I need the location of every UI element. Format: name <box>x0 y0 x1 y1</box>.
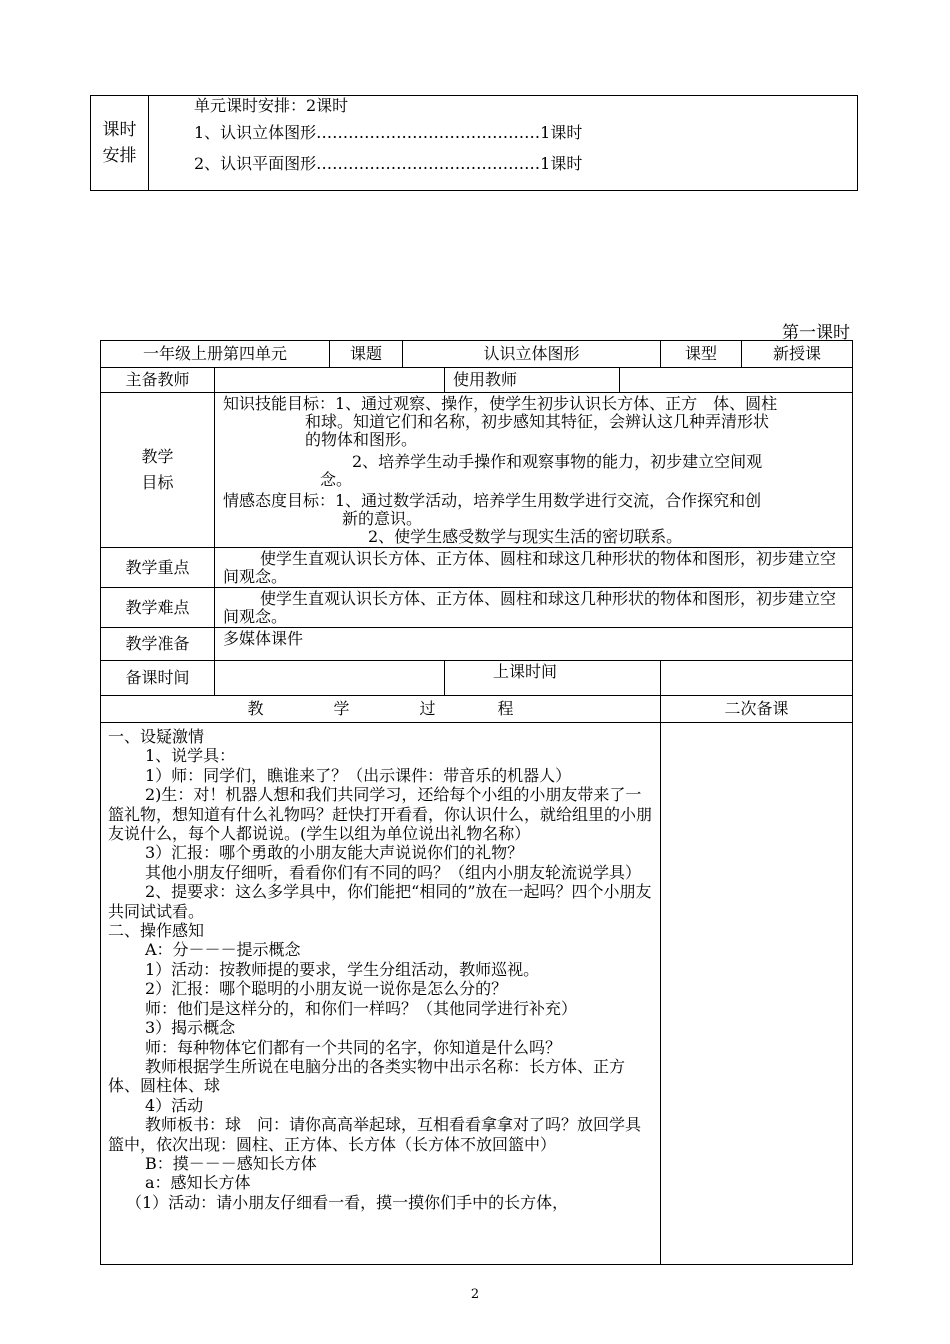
lead-teacher-value <box>215 368 445 393</box>
schedule-label-line1: 课时 <box>102 120 137 140</box>
process-line: 2）汇报：哪个聪明的小朋友说一说你是怎么分的？ <box>145 979 508 999</box>
difficulty-label: 教学难点 <box>101 588 215 628</box>
schedule-line-2: 1、认识立体图形……………………………………1课时 <box>194 123 583 142</box>
knowledge-line-4: 2、培养学生动手操作和观察事物的能力，初步建立空间观 <box>352 452 763 471</box>
schedule-label-line2: 安排 <box>102 146 137 166</box>
key-point-label: 教学重点 <box>101 548 215 588</box>
process-line: 其他小朋友仔细听，看看你们有不同的吗？（组内小朋友轮流说学具） <box>145 862 642 882</box>
key-point-text: 使学生直观认识长方体、正方体、圆柱和球这几种形状的物体和图形，初步建立空间观念。 <box>223 549 837 586</box>
process-line: 2、提要求：这么多学具中，你们能把“相同的”放在一起吗？四个小朋友共同试试看。 <box>108 882 652 921</box>
emotion-line-2: 新的意识。 <box>342 509 423 528</box>
knowledge-line-2: 和球。知道它们和名称，初步感知其特征，会辨认这几种弄清形状 <box>305 412 770 431</box>
schedule-label <box>91 96 149 191</box>
secondary-prep-content <box>661 723 853 1265</box>
process-line: 教师板书：球 问：请你高高举起球，互相看看拿拿对了吗？放回学具篮中，依次出现：圆柱、正方体、长方体（长方体不放回篮中） <box>108 1115 642 1154</box>
schedule-content <box>149 96 858 191</box>
process-line: 3）揭示概念 <box>145 1018 236 1038</box>
process-header <box>101 696 661 723</box>
process-header-char-3: 过 <box>419 699 436 718</box>
lesson-plan-table <box>100 340 853 1265</box>
preparation-value: 多媒体课件 <box>215 628 853 661</box>
knowledge-line-1: 知识技能目标：1、通过观察、操作，使学生初步认识长方体、正方 体、圆柱 <box>223 394 778 413</box>
objectives-label-line2: 目标 <box>141 473 174 492</box>
type-label: 课型 <box>661 341 742 368</box>
process-line: 1）师：同学们，瞧谁来了？（出示课件：带音乐的机器人） <box>145 765 572 785</box>
process-header-char-2: 学 <box>333 699 350 718</box>
emotion-line-1: 情感态度目标：1、通过数学活动，培养学生用数学进行交流，合作探究和创 <box>223 491 762 510</box>
class-time-label: 上课时间 <box>445 661 661 696</box>
knowledge-line-5: 念。 <box>320 470 353 489</box>
schedule-line-3: 2、认识平面图形……………………………………1课时 <box>194 154 583 173</box>
process-line: 一、设疑激情 <box>108 727 205 746</box>
objectives-label-line1: 教学 <box>141 447 174 466</box>
user-teacher-label: 使用教师 <box>445 368 620 393</box>
process-line: 师：他们是这样分的，和你们一样吗？（其他同学进行补充） <box>145 998 578 1018</box>
process-line: 二、操作感知 <box>108 921 205 941</box>
lead-teacher-label: 主备教师 <box>101 368 215 393</box>
difficulty-content <box>215 588 853 628</box>
process-line: A：分－－－提示概念 <box>145 940 301 960</box>
topic-value: 认识立体图形 <box>403 341 661 368</box>
schedule-line-1: 单元课时安排：2课时 <box>194 96 349 115</box>
process-line: 1、说学具： <box>145 746 236 766</box>
prep-time-label: 备课时间 <box>101 661 215 696</box>
type-value: 新授课 <box>742 341 853 368</box>
secondary-prep-header: 二次备课 <box>661 696 853 723</box>
process-line: 2)生：对！机器人想和我们共同学习，还给每个小组的小朋友带来了一篮礼物，想知道有什么礼物吗？赶快打开看看，你认识什么，就给组里的小朋友说什么，每个人都说说。(学生以组为单位说出礼物名称） <box>108 785 653 844</box>
objectives-label <box>101 393 215 548</box>
period-label: 第一课时 <box>782 323 850 343</box>
difficulty-text: 使学生直观认识长方体、正方体、圆柱和球这几种形状的物体和图形，初步建立空间观念。 <box>223 589 837 626</box>
process-line: 4）活动 <box>145 1095 204 1115</box>
unit-cell: 一年级上册第四单元 <box>101 341 330 368</box>
process-line: （1）活动：请小朋友仔细看一看，摸一摸你们手中的长方体， <box>126 1192 569 1212</box>
user-teacher-value <box>620 368 853 393</box>
process-line: 1）活动：按教师提的要求，学生分组活动，教师巡视。 <box>145 959 540 979</box>
emotion-line-3: 2、使学生感受数学与现实生活的密切联系。 <box>368 527 683 546</box>
objectives-content <box>215 393 853 548</box>
process-line: 教师根据学生所说在电脑分出的各类实物中出示名称：长方体、正方体、圆柱体、球 <box>108 1056 626 1096</box>
preparation-label: 教学准备 <box>101 628 215 661</box>
process-line: 师：每种物体它们都有一个共同的名字，你知道是什么吗？ <box>145 1037 562 1057</box>
class-time-value <box>661 661 853 696</box>
process-line: 3）汇报：哪个勇敢的小朋友能大声说说你们的礼物？ <box>145 843 524 863</box>
topic-label: 课题 <box>330 341 403 368</box>
process-content <box>101 723 661 1265</box>
schedule-table <box>90 95 858 191</box>
process-header-char-4: 程 <box>497 699 514 718</box>
process-header-char-1: 教 <box>247 699 264 718</box>
prep-time-value <box>215 661 445 696</box>
key-point-content <box>215 548 853 588</box>
knowledge-line-3: 的物体和图形。 <box>305 430 418 449</box>
process-line: a：感知长方体 <box>145 1173 251 1193</box>
page-number: 2 <box>470 1287 480 1302</box>
process-line: B：摸－－－感知长方体 <box>145 1153 317 1173</box>
